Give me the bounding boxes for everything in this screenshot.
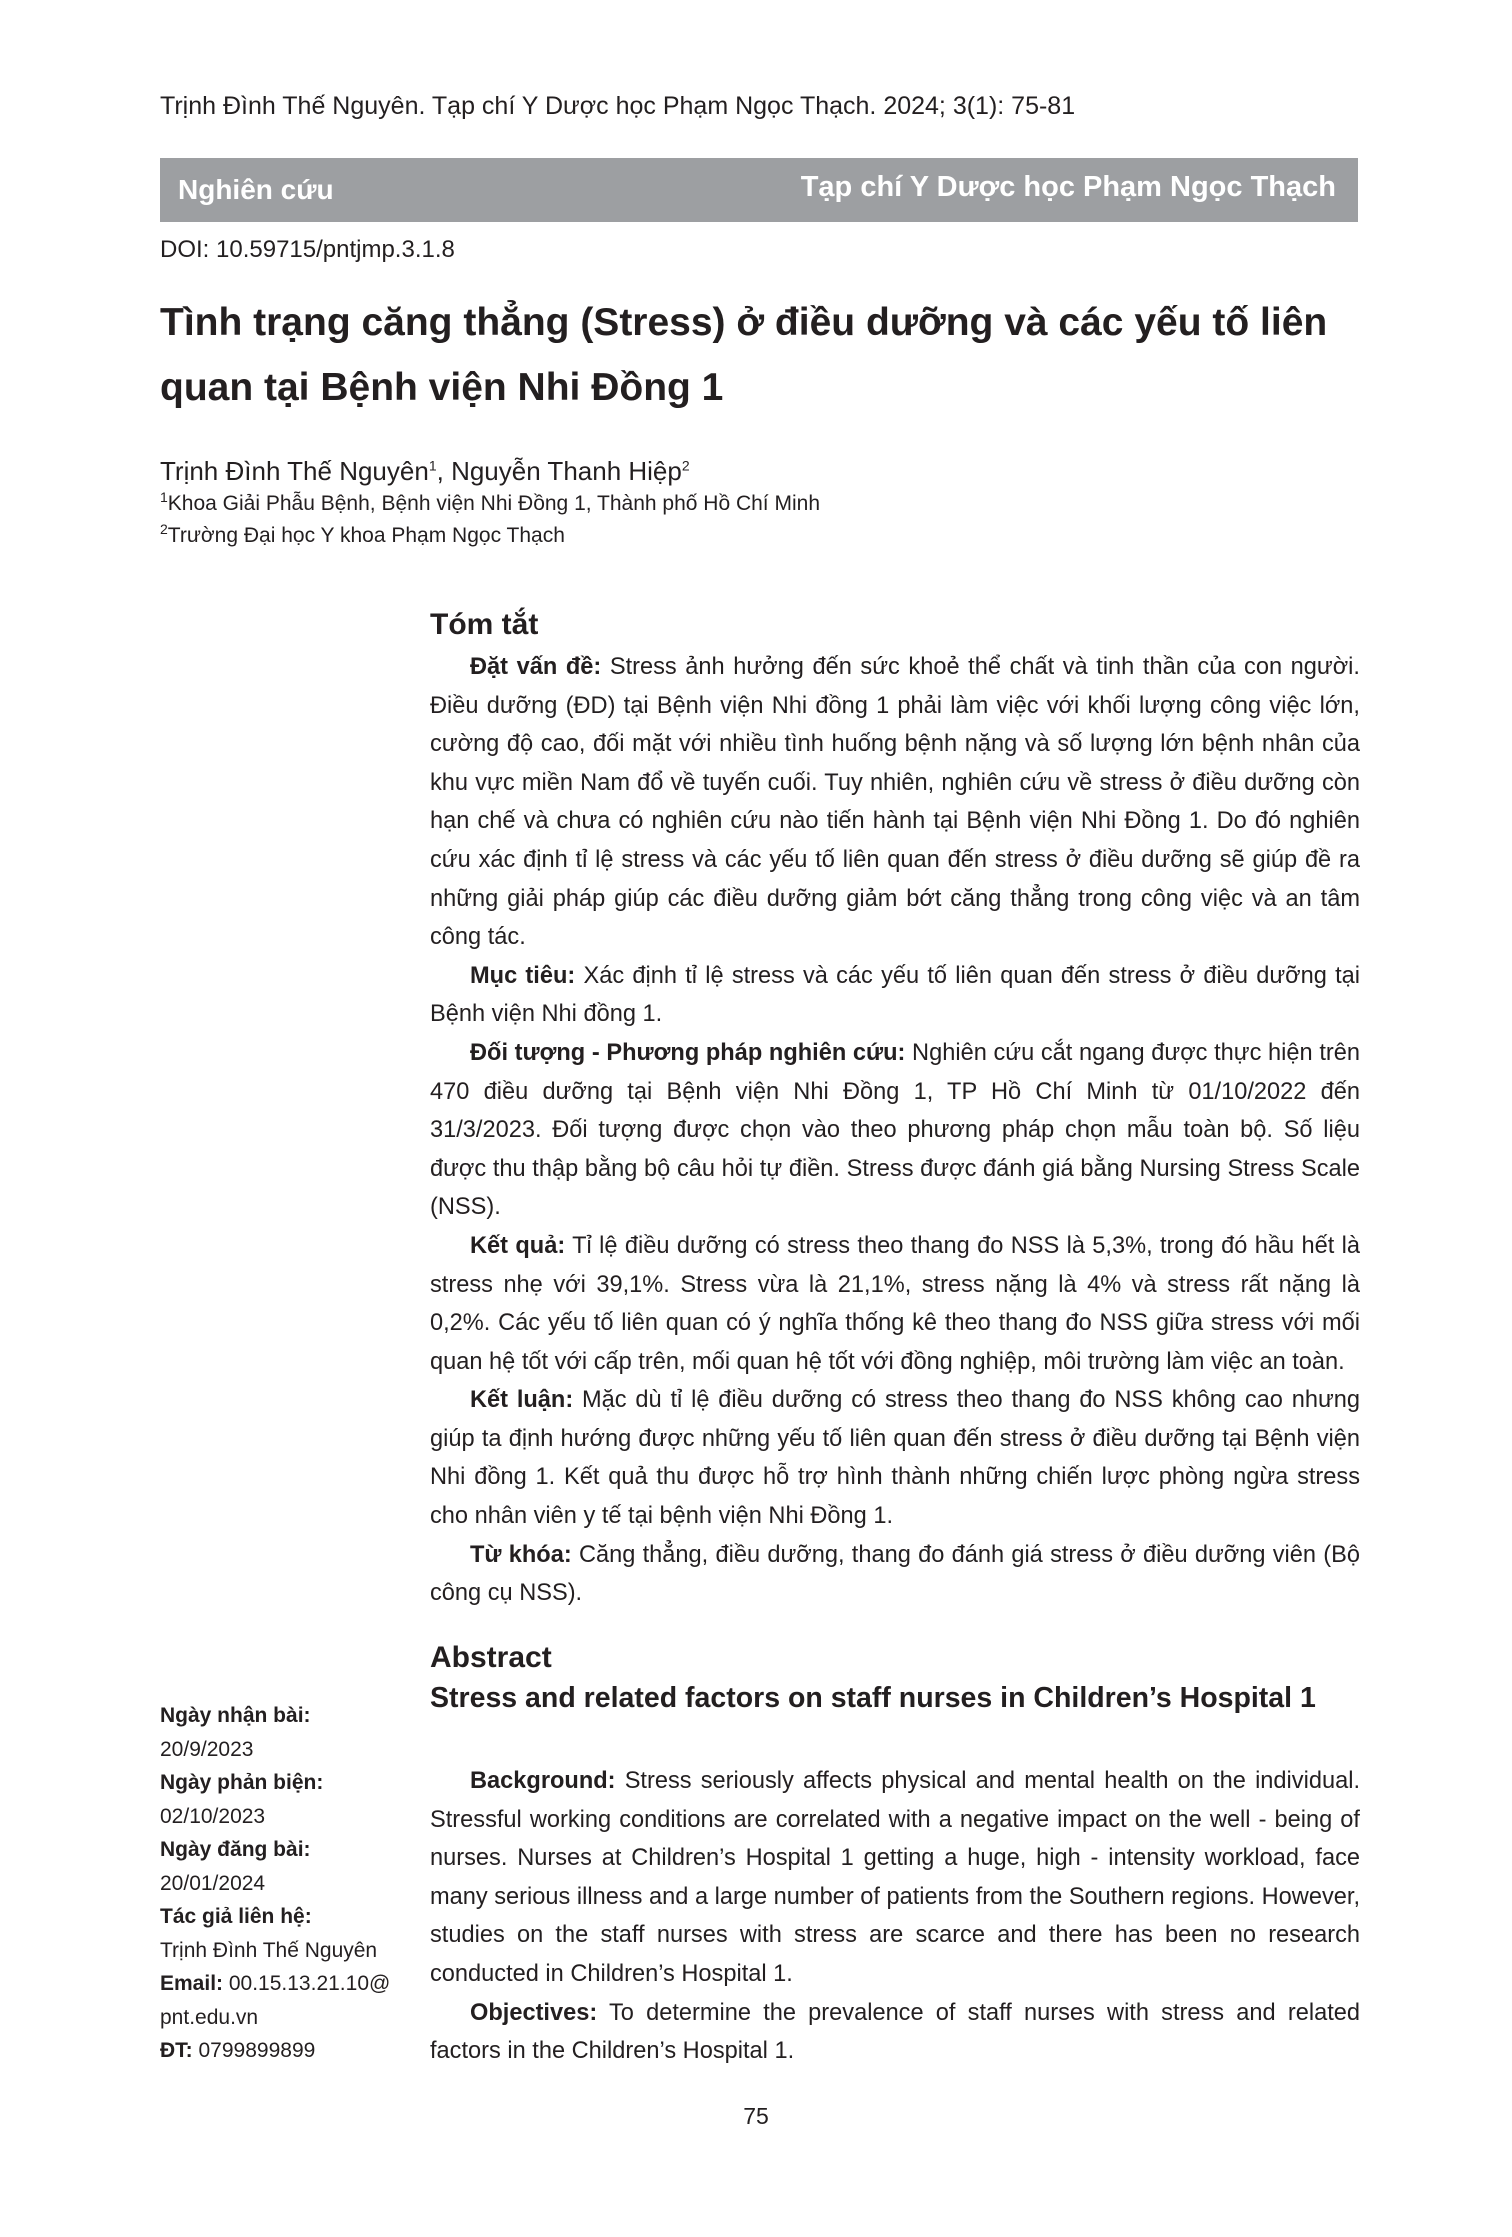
paragraph-label: Kết luận:: [470, 1387, 574, 1414]
email-label: Email:: [160, 1972, 224, 1995]
paragraph-text: Căng thẳng, điều dưỡng, thang đo đánh giá stress ở điều dưỡng viên (Bộ công cụ NSS).: [430, 1541, 1360, 1607]
paragraph-text: Xác định tỉ lệ stress và các yếu tố liên quan đến stress ở điều dưỡng tại Bệnh viện Nhi đồng 1.: [430, 962, 1360, 1028]
paragraph-text: Nghiên cứu cắt ngang được thực hiện trên 470 điều dưỡng tại Bệnh viện Nhi Đồng 1, TP Hồ Chí Minh từ 01/10/2022 đến 31/3/2023. Đối tượng được chọn vào theo phương pháp chọn mẫu toàn bộ. Số liệu được thu thập bằng bộ câu hỏi tự điền. Stress được đánh giá bằng Nursing Stress Scale (NSS).: [430, 1039, 1360, 1221]
summary-paragraph: [430, 957, 1360, 1034]
abstract-paragraph: [430, 1762, 1360, 1994]
phone-line: [160, 2034, 420, 2068]
contact-label: Tác giả liên hệ:: [160, 1905, 312, 1928]
reviewed-label: Ngày phản biện:: [160, 1771, 324, 1794]
paragraph-text: Stress ảnh hưởng đến sức khoẻ thể chất và tinh thần của con người. Điều dưỡng (ĐD) tại Bệnh viện Nhi đồng 1 phải làm việc với khối lượng công việc lớn, cường độ cao, đối mặt với nhiều tình huống bệnh nặng và số lượng lớn bệnh nhân của khu vực miền Nam đổ về tuyến cuối. Tuy nhiên, nghiên cứu về stress ở điều dưỡng còn hạn chế và chưa có nghiên cứu nào tiến hành tại Bệnh viện Nhi Đồng 1. Do đó nghiên cứu xác định tỉ lệ stress và các yếu tố liên quan đến stress ở điều dưỡng sẽ giúp đề ra những giải pháp giúp các điều dưỡng giảm bớt căng thẳng trong công việc và an tâm công tác.: [430, 654, 1360, 951]
summary-body: [430, 648, 1360, 1613]
reviewed-date: 02/10/2023: [160, 1804, 266, 1828]
received-label: Ngày nhận bài:: [160, 1704, 311, 1727]
affiliation-mark: 2: [160, 521, 168, 537]
affiliation: [160, 489, 820, 516]
citation-line: Trịnh Đình Thế Nguyên. Tạp chí Y Dược học Phạm Ngọc Thạch. 2024; 3(1): 75-81: [160, 92, 1076, 120]
received-date: 20/9/2023: [160, 1737, 254, 1761]
summary-paragraph: [430, 1381, 1360, 1535]
summary-paragraph: [430, 1536, 1360, 1613]
summary-paragraph: [430, 648, 1360, 957]
email-line: [160, 1967, 420, 2001]
affiliation: [160, 521, 565, 548]
paragraph-label: Kết quả:: [470, 1232, 566, 1259]
phone-label: ĐT:: [160, 2039, 193, 2062]
paragraph-label: Đặt vấn đề:: [470, 654, 602, 680]
author-list: [160, 456, 690, 487]
abstract-paragraph: [430, 1994, 1360, 2071]
published-date: 20/01/2024: [160, 1871, 266, 1895]
author-affiliation-mark: 1: [428, 457, 437, 474]
paragraph-text: Mặc dù tỉ lệ điều dưỡng có stress theo thang đo NSS không cao nhưng giúp ta định hướng được những yếu tố liên quan đến stress ở điều dưỡng tại Bệnh viện Nhi đồng 1. Kết quả thu được hỗ trợ hình thành những chiến lược phòng ngừa stress cho nhân viên y tế tại bệnh viện Nhi Đồng 1.: [430, 1387, 1360, 1530]
published-label: Ngày đăng bài:: [160, 1838, 311, 1861]
summary-heading: Tóm tắt: [430, 608, 539, 641]
article-title: Tình trạng căng thẳng (Stress) ở điều dưỡng và các yếu tố liên quan tại Bệnh viện Nhi Đồng 1: [160, 301, 1328, 409]
affiliation-text: Trường Đại học Y khoa Phạm Ngọc Thạch: [167, 524, 565, 547]
abstract-body: [430, 1762, 1360, 2071]
affiliation-mark: 1: [160, 489, 168, 505]
paragraph-label: Objectives:: [470, 1999, 598, 2026]
summary-paragraph: [430, 1034, 1360, 1227]
abstract-subtitle: Stress and related factors on staff nurses in Children’s Hospital 1: [430, 1682, 1316, 1714]
contact-name: Trịnh Đình Thế Nguyên: [160, 1938, 378, 1962]
article-info-sidebar: [160, 1699, 420, 2068]
banner-section-label: Nghiên cứu: [178, 174, 334, 205]
author-separator: ,: [436, 456, 452, 486]
author-name: Nguyễn Thanh Hiệp: [451, 456, 682, 486]
paragraph-label: Từ khóa:: [470, 1541, 572, 1568]
doi[interactable]: DOI: 10.59715/pntjmp.3.1.8: [160, 236, 455, 263]
banner-journal-name: Tạp chí Y Dược học Phạm Ngọc Thạch: [800, 171, 1336, 203]
paragraph-label: Đối tượng - Phương pháp nghiên cứu:: [470, 1039, 906, 1066]
author-affiliation-mark: 2: [681, 457, 690, 474]
abstract-heading: Abstract: [430, 1641, 552, 1674]
page-number: 75: [743, 2103, 769, 2129]
paragraph-text: Tỉ lệ điều dưỡng có stress theo thang đo NSS là 5,3%, trong đó hầu hết là stress nhẹ với 39,1%. Stress vừa là 21,1%, stress nặng là 4% và stress rất nặng là 0,2%. Các yếu tố liên quan có ý nghĩa thống kê theo thang đo NSS giữa stress với mối quan hệ tốt với cấp trên, mối quan hệ tốt với đồng nghiệp, môi trường làm việc an toàn.: [430, 1232, 1360, 1375]
email-value[interactable]: 00.15.13.21.10@: [223, 1972, 391, 1995]
paragraph-label: Mục tiêu:: [470, 962, 576, 989]
summary-paragraph: [430, 1227, 1360, 1381]
journal-banner: [160, 158, 1358, 222]
paragraph-text: To determine the prevalence of staff nurses with stress and related factors in the Children’s Hospital 1.: [430, 1999, 1360, 2065]
author-name: Trịnh Đình Thế Nguyên: [160, 456, 429, 486]
email-value-continued[interactable]: pnt.edu.vn: [160, 2005, 259, 2029]
paragraph-text: Stress seriously affects physical and mental health on the individual. Stressful working conditions are correlated with a negative impact on the well - being of nurses. Nurses at Children’s Hospital 1 getting a huge, high - intensity workload, face many serious illness and a large number of patients from the Southern regions. However, studies on the staff nurses with stress are scarce and there has been no research conducted in Children’s Hospital 1.: [430, 1768, 1360, 1987]
affiliation-text: Khoa Giải Phẫu Bệnh, Bệnh viện Nhi Đồng 1, Thành phố Hồ Chí Minh: [167, 492, 820, 515]
paragraph-label: Background:: [470, 1768, 616, 1794]
phone-value: 0799899899: [192, 2039, 316, 2062]
